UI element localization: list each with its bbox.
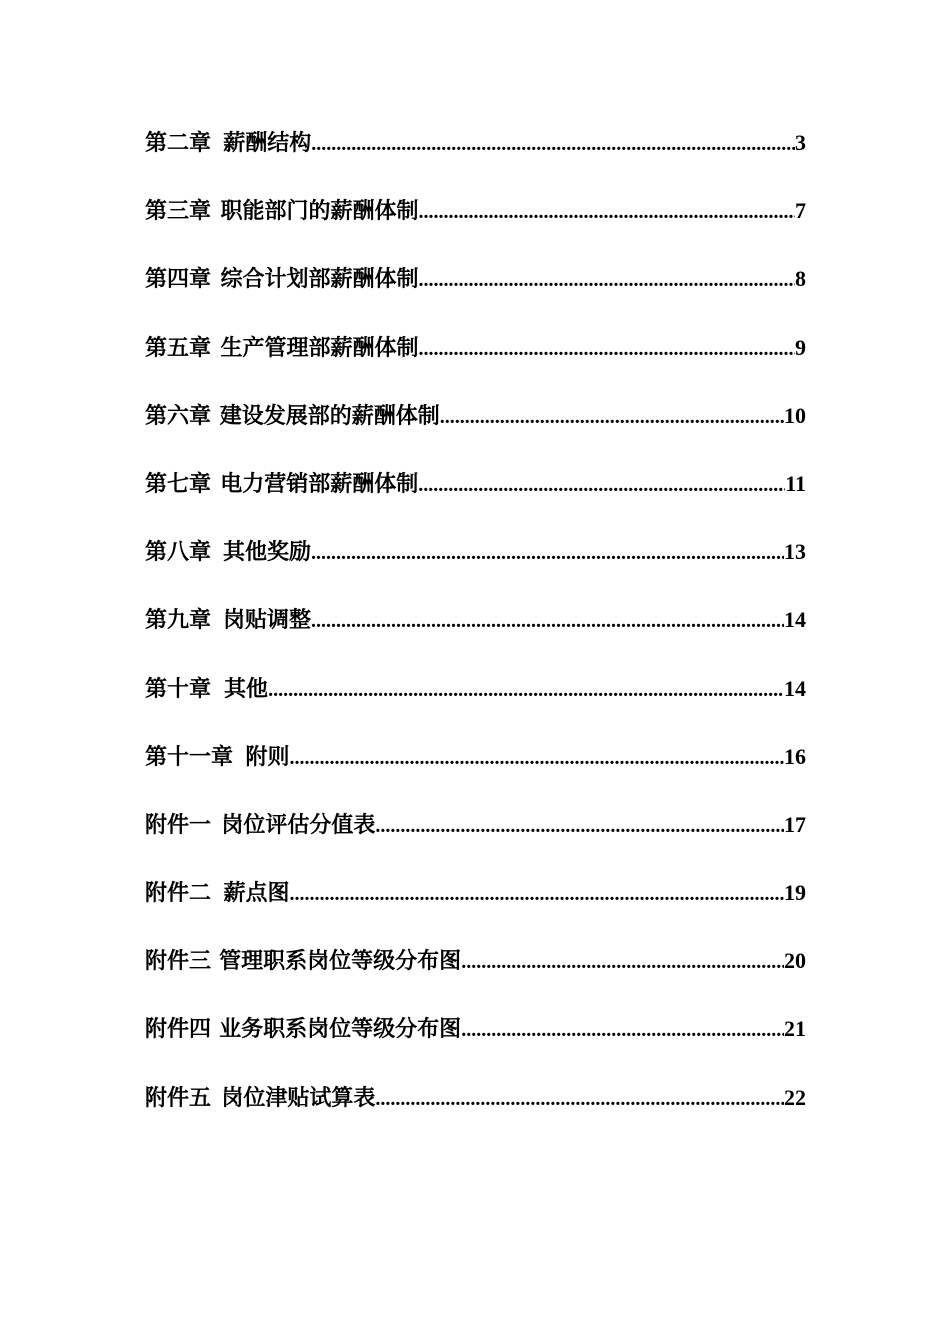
toc-dot-leader: [418, 474, 785, 497]
toc-entry-page: 20: [784, 948, 806, 974]
toc-entry[interactable]: [145, 399, 806, 467]
toc-entry-title: 薪酬结构: [223, 131, 312, 156]
toc-entry-title: 建设发展部的薪酬体制: [219, 403, 440, 429]
toc-entry-title: 薪点图: [223, 881, 290, 907]
toc-entry[interactable]: [145, 1081, 806, 1149]
toc-entry-label: 第二章: [145, 131, 212, 156]
toc-entry-page: 17: [784, 811, 806, 837]
toc-entry-label: 第九章: [145, 608, 212, 634]
toc-entry[interactable]: [145, 672, 806, 740]
toc-entry-title: 综合计划部薪酬体制: [220, 267, 419, 293]
toc-entry-label: 附件五: [145, 1085, 212, 1111]
toc-entry-title: 电力营销部薪酬体制: [220, 471, 419, 497]
toc-entry[interactable]: [145, 808, 806, 876]
toc-entry-page: 9: [795, 334, 806, 360]
toc-entry-title: 岗贴调整: [222, 608, 311, 634]
toc-entry-label: 第十章: [145, 676, 212, 702]
toc-entry-label: 第八章: [145, 540, 212, 566]
toc-entry-page: 10: [784, 402, 806, 428]
toc-entry-label: 第三章: [145, 199, 212, 225]
toc-entry[interactable]: [145, 944, 806, 1012]
toc-entry[interactable]: [145, 603, 806, 671]
toc-entry-page: 11: [785, 470, 806, 496]
toc-entry-page: 13: [784, 539, 806, 565]
toc-entry[interactable]: [145, 467, 806, 535]
toc-entry-label: 第七章: [145, 471, 212, 497]
toc-dot-leader: [440, 406, 784, 429]
toc-entry-label: 附件四: [145, 1017, 212, 1043]
toc-entry-title: 职能部门的薪酬体制: [220, 199, 419, 225]
toc-dot-leader: [419, 201, 795, 224]
toc-entry[interactable]: [145, 331, 806, 399]
table-of-contents: [145, 126, 806, 1149]
toc-dot-leader: [461, 951, 784, 974]
toc-entry[interactable]: [145, 126, 806, 194]
toc-entry-page: 21: [784, 1016, 806, 1042]
toc-entry-page: 19: [784, 880, 806, 906]
toc-entry-label: 附件二: [145, 881, 212, 907]
toc-dot-leader: [375, 815, 784, 838]
toc-entry-label: 第十一章: [145, 744, 234, 770]
toc-entry-page: 22: [784, 1084, 806, 1110]
toc-dot-leader: [311, 133, 795, 156]
toc-entry-title: 其他奖励: [222, 540, 311, 566]
toc-entry-title: 附则: [245, 744, 290, 770]
toc-entry-page: 14: [784, 607, 806, 633]
toc-dot-leader: [419, 338, 795, 361]
toc-dot-leader: [268, 679, 784, 702]
toc-entry[interactable]: [145, 262, 806, 330]
toc-entry-page: 7: [795, 198, 806, 224]
toc-dot-leader: [290, 747, 784, 770]
toc-entry-title: 业务职系岗位等级分布图: [219, 1017, 462, 1043]
toc-dot-leader: [311, 542, 784, 565]
toc-dot-leader: [419, 269, 795, 292]
toc-entry-label: 第六章: [145, 403, 212, 429]
toc-entry-label: 附件一: [145, 812, 212, 838]
toc-entry-label: 附件三: [145, 949, 212, 975]
toc-entry[interactable]: [145, 1012, 806, 1080]
toc-entry-page: 8: [795, 266, 806, 292]
toc-entry[interactable]: [145, 535, 806, 603]
toc-entry[interactable]: [145, 876, 806, 944]
toc-entry-label: 第五章: [145, 335, 212, 361]
toc-entry-page: 14: [784, 675, 806, 701]
toc-dot-leader: [461, 1019, 784, 1042]
toc-entry-title: 生产管理部薪酬体制: [220, 335, 419, 361]
toc-entry-title: 其他: [224, 676, 269, 702]
toc-entry[interactable]: [145, 740, 806, 808]
toc-dot-leader: [311, 610, 784, 633]
toc-dot-leader: [290, 883, 784, 906]
toc-entry-label: 第四章: [145, 267, 212, 293]
toc-entry-title: 岗位评估分值表: [221, 812, 376, 838]
toc-entry[interactable]: [145, 194, 806, 262]
toc-entry-title: 岗位津贴试算表: [221, 1085, 376, 1111]
toc-dot-leader: [375, 1088, 784, 1111]
toc-entry-title: 管理职系岗位等级分布图: [219, 949, 462, 975]
toc-entry-page: 3: [795, 130, 806, 155]
toc-entry-page: 16: [784, 743, 806, 769]
